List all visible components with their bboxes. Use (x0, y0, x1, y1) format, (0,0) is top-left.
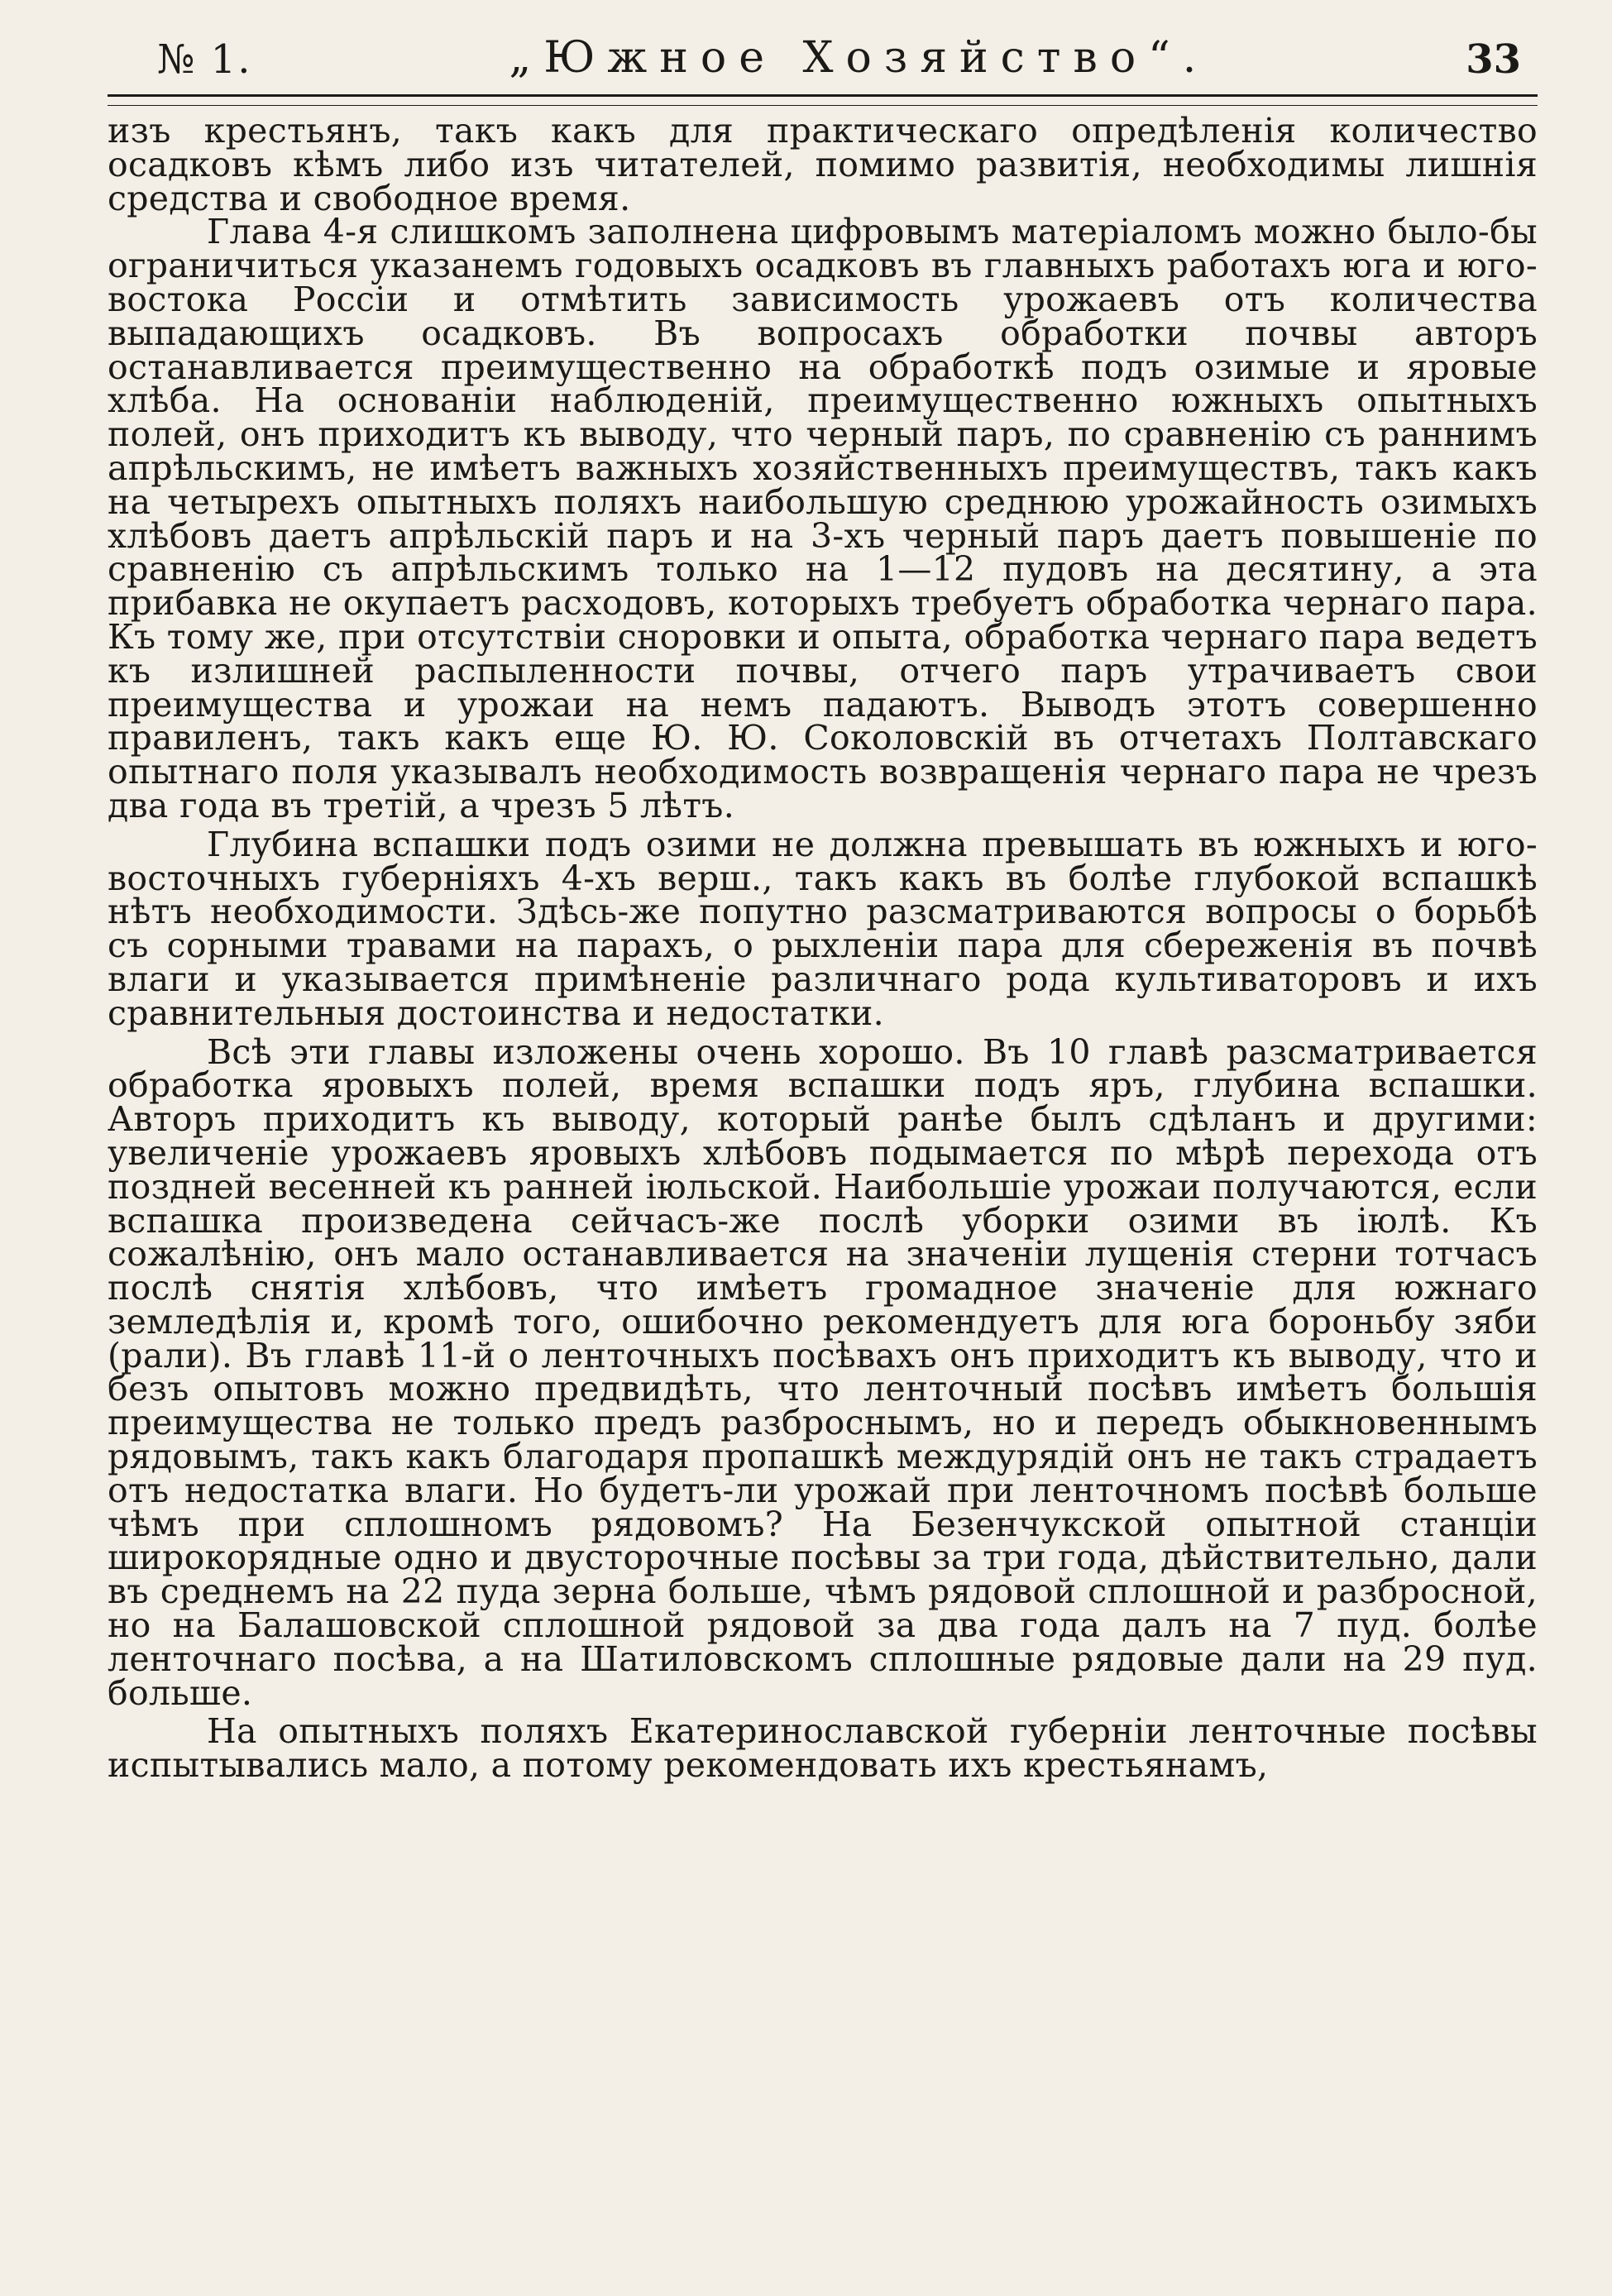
article-body (108, 111, 1538, 1786)
paragraph-5: На опытныхъ поляхъ Екатеринославской губерніи ленточные посѣвы испытывались мало, а потому рекомендовать ихъ крестьянамъ, (108, 1711, 1538, 1786)
journal-title: „Южное Хозяйство“. (509, 33, 1209, 83)
header-double-rule (108, 94, 1538, 106)
paragraph-3: Глубина вспашки подъ озими не должна превышать въ южныхъ и юго-восточныхъ губерніяхъ 4-хъ верш., такъ какъ въ болѣе глубокой вспашкѣ нѣтъ необходимости. Здѣсь-же попутно разсматриваются вопросы о борьбѣ съ сорными травами на парахъ, о рыхленіи пара для сбереженія въ почвѣ влаги и указывается примѣненіе различнаго рода культиваторовъ и ихъ сравнительныя достоинства и недостатки. (108, 824, 1538, 1033)
issue-number: № 1. (157, 36, 252, 83)
paragraph-2: Глава 4-я слишкомъ заполнена цифровымъ матеріаломъ можно было-бы ограничиться указанемъ годовыхъ осадковъ въ главныхъ работахъ юга и юго-востока Россіи и отмѣтить зависимость урожаевъ отъ количества выпадающихъ осадковъ. Въ вопросахъ обработки почвы авторъ останавливается преимущественно на обработкѣ подъ озимые и яровые хлѣба. На основаніи наблюденій, преимущественно южныхъ опытныхъ полей, онъ приходитъ къ выводу, что черный паръ, по сравненію съ раннимъ апрѣльскимъ, не имѣетъ важныхъ хозяйственныхъ преимуществъ, такъ какъ на четырехъ опытныхъ поляхъ наибольшую среднюю урожайность озимыхъ хлѣбовъ даетъ апрѣльскій паръ и на 3-хъ черный паръ даетъ повышеніе по сравненію съ апрѣльскимъ только на 1—12 пудовъ на десятину, а эта прибавка не окупаетъ расходовъ, которыхъ требуетъ обработка чернаго пара. Къ тому же, при отсутствіи сноровки и опыта, обработка чернаго пара ведетъ къ излишней распыленности почвы, отчего паръ утрачиваетъ свои преимущества и урожаи на немъ падаютъ. Выводъ этотъ совершенно правиленъ, такъ какъ еще Ю. Ю. Соколовскій въ отчетахъ Полтавскаго опытнаго поля указывалъ необходимость возвращенія чернаго пара не чрезъ два года въ третій, а чрезъ 5 лѣтъ. (108, 212, 1538, 825)
paragraph-4: Всѣ эти главы изложены очень хорошо. Въ 10 главѣ разсматривается обработка яровыхъ полей, время вспашки подъ яръ, глубина вспашки. Авторъ приходитъ къ выводу, который ранѣе былъ сдѣланъ и другими: увеличеніе урожаевъ яровыхъ хлѣбовъ подымается по мѣрѣ перехода отъ поздней весенней къ ранней іюльской. Наибольшіе урожаи получаются, если вспашка произведена сейчасъ-же послѣ уборки озими въ іюлѣ. Къ сожалѣнію, онъ мало останавливается на значеніи лущенія стерни тотчасъ послѣ снятія хлѣбовъ, что имѣетъ громадное значеніе для южнаго земледѣлія и, кромѣ того, ошибочно рекомендуетъ для юга бороньбу зяби (рали). Въ главѣ 11-й о ленточныхъ посѣвахъ онъ приходитъ къ выводу, что и безъ опытовъ можно предвидѣть, что ленточный посѣвъ имѣетъ большія преимущества не только предъ разброснымъ, но и передъ обыкновеннымъ рядовымъ, такъ какъ благодаря пропашкѣ междурядій онъ не такъ страдаетъ отъ недостатка влаги. Но будетъ-ли урожай при ленточномъ посѣвѣ больше чѣмъ при сплошномъ рядовомъ? На Безенчукской опытной станціи широкорядные одно и двусторочные посѣвы за три года, дѣйствительно, дали въ среднемъ на 22 пуда зерна больше, чѣмъ рядовой сплошной и разбросной, но на Балашовской сплошной рядовой за два года далъ на 7 пуд. болѣе ленточнаго посѣва, а на Шатиловскомъ сплошные рядовые дали на 29 пуд. больше. (108, 1031, 1538, 1713)
paragraph-1: изъ крестьянъ, такъ какъ для практическаго опредѣленія количество осадковъ кѣмъ либо изъ читателей, помимо развитія, необходимы лишнія средства и свободное время. (108, 111, 1538, 218)
running-header (108, 25, 1538, 83)
page-number: 33 (1466, 36, 1521, 83)
